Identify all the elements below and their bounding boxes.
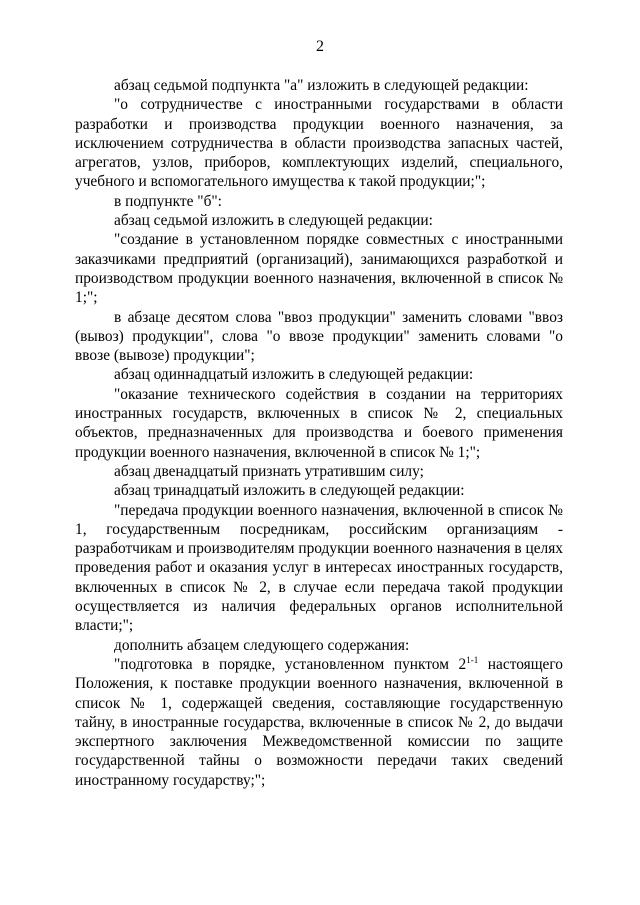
paragraph-6: в абзаце десятом слова "ввоз продукции" заменить словами "ввоз (вывоз) продукции", слова "о ввозе продукции" заменить словами "о ввозе (вывозе) продукции"; xyxy=(75,308,563,365)
paragraph-4: абзац седьмой изложить в следующей редакции: xyxy=(114,212,433,230)
paragraph-9: абзац двенадцатый признать утратившим силу; xyxy=(114,462,424,480)
paragraph-13-text-after: настоящего Положения, к поставке продукции военного назначения, включенной в список № 1, содержащей сведения, составляющие государственную тайну, в иностранные государства, включенные в список № 2, до выдачи экспертного заключения Межведомственной комиссии по защите государственной тайны о возможности передачи таких сведений иностранному государству;"; xyxy=(75,655,563,789)
document-body xyxy=(75,76,563,790)
paragraph-2: "о сотрудничестве с иностранными государствами в области разработки и производства продукции военного назначения, за исключением сотрудничества в области производства запасных частей, агрегатов, узлов, приборов, комплектующих изделий, специального, учебного и вспомогательного имущества к такой продукции;"; xyxy=(75,96,563,191)
paragraph-11: "передача продукции военного назначения, включенной в список № 1, государственным посредникам, российским организациям - разработчикам и производителям продукции военного назначения в целях проведения работ и оказания услуг в интересах иностранных государств, включенных в список № 2, в случае если передача такой продукции осуществляется из наличия федеральных органов исполнительной власти;"; xyxy=(75,501,563,635)
paragraph-13-text-before: "подготовка в порядке, установленном пунктом 2 xyxy=(114,655,467,673)
paragraph-7: абзац одиннадцатый изложить в следующей редакции: xyxy=(114,366,474,384)
paragraph-1: абзац седьмой подпункта "а" изложить в следующей редакции: xyxy=(114,77,529,94)
paragraph-10: абзац тринадцатый изложить в следующей редакции: xyxy=(114,482,465,500)
paragraph-3: в подпункте "б": xyxy=(114,192,222,210)
page-number: 2 xyxy=(316,38,324,55)
superscript-reference: 1-1 xyxy=(466,654,479,665)
paragraph-5: "создание в установленном порядке совместных с иностранными заказчиками предприятий (организаций), занимающихся разработкой и производством продукции военного назначения, включенной в список № 1;"; xyxy=(75,231,563,307)
paragraph-13 xyxy=(75,655,563,790)
paragraph-8: "оказание технического содействия в создании на территориях иностранных государств, включенных в список № 2, специальных объектов, предназначенных для производства и боевого применения продукции военного назначения, включенной в список № 1;"; xyxy=(75,385,563,461)
paragraph-12: дополнить абзацем следующего содержания: xyxy=(114,636,410,654)
